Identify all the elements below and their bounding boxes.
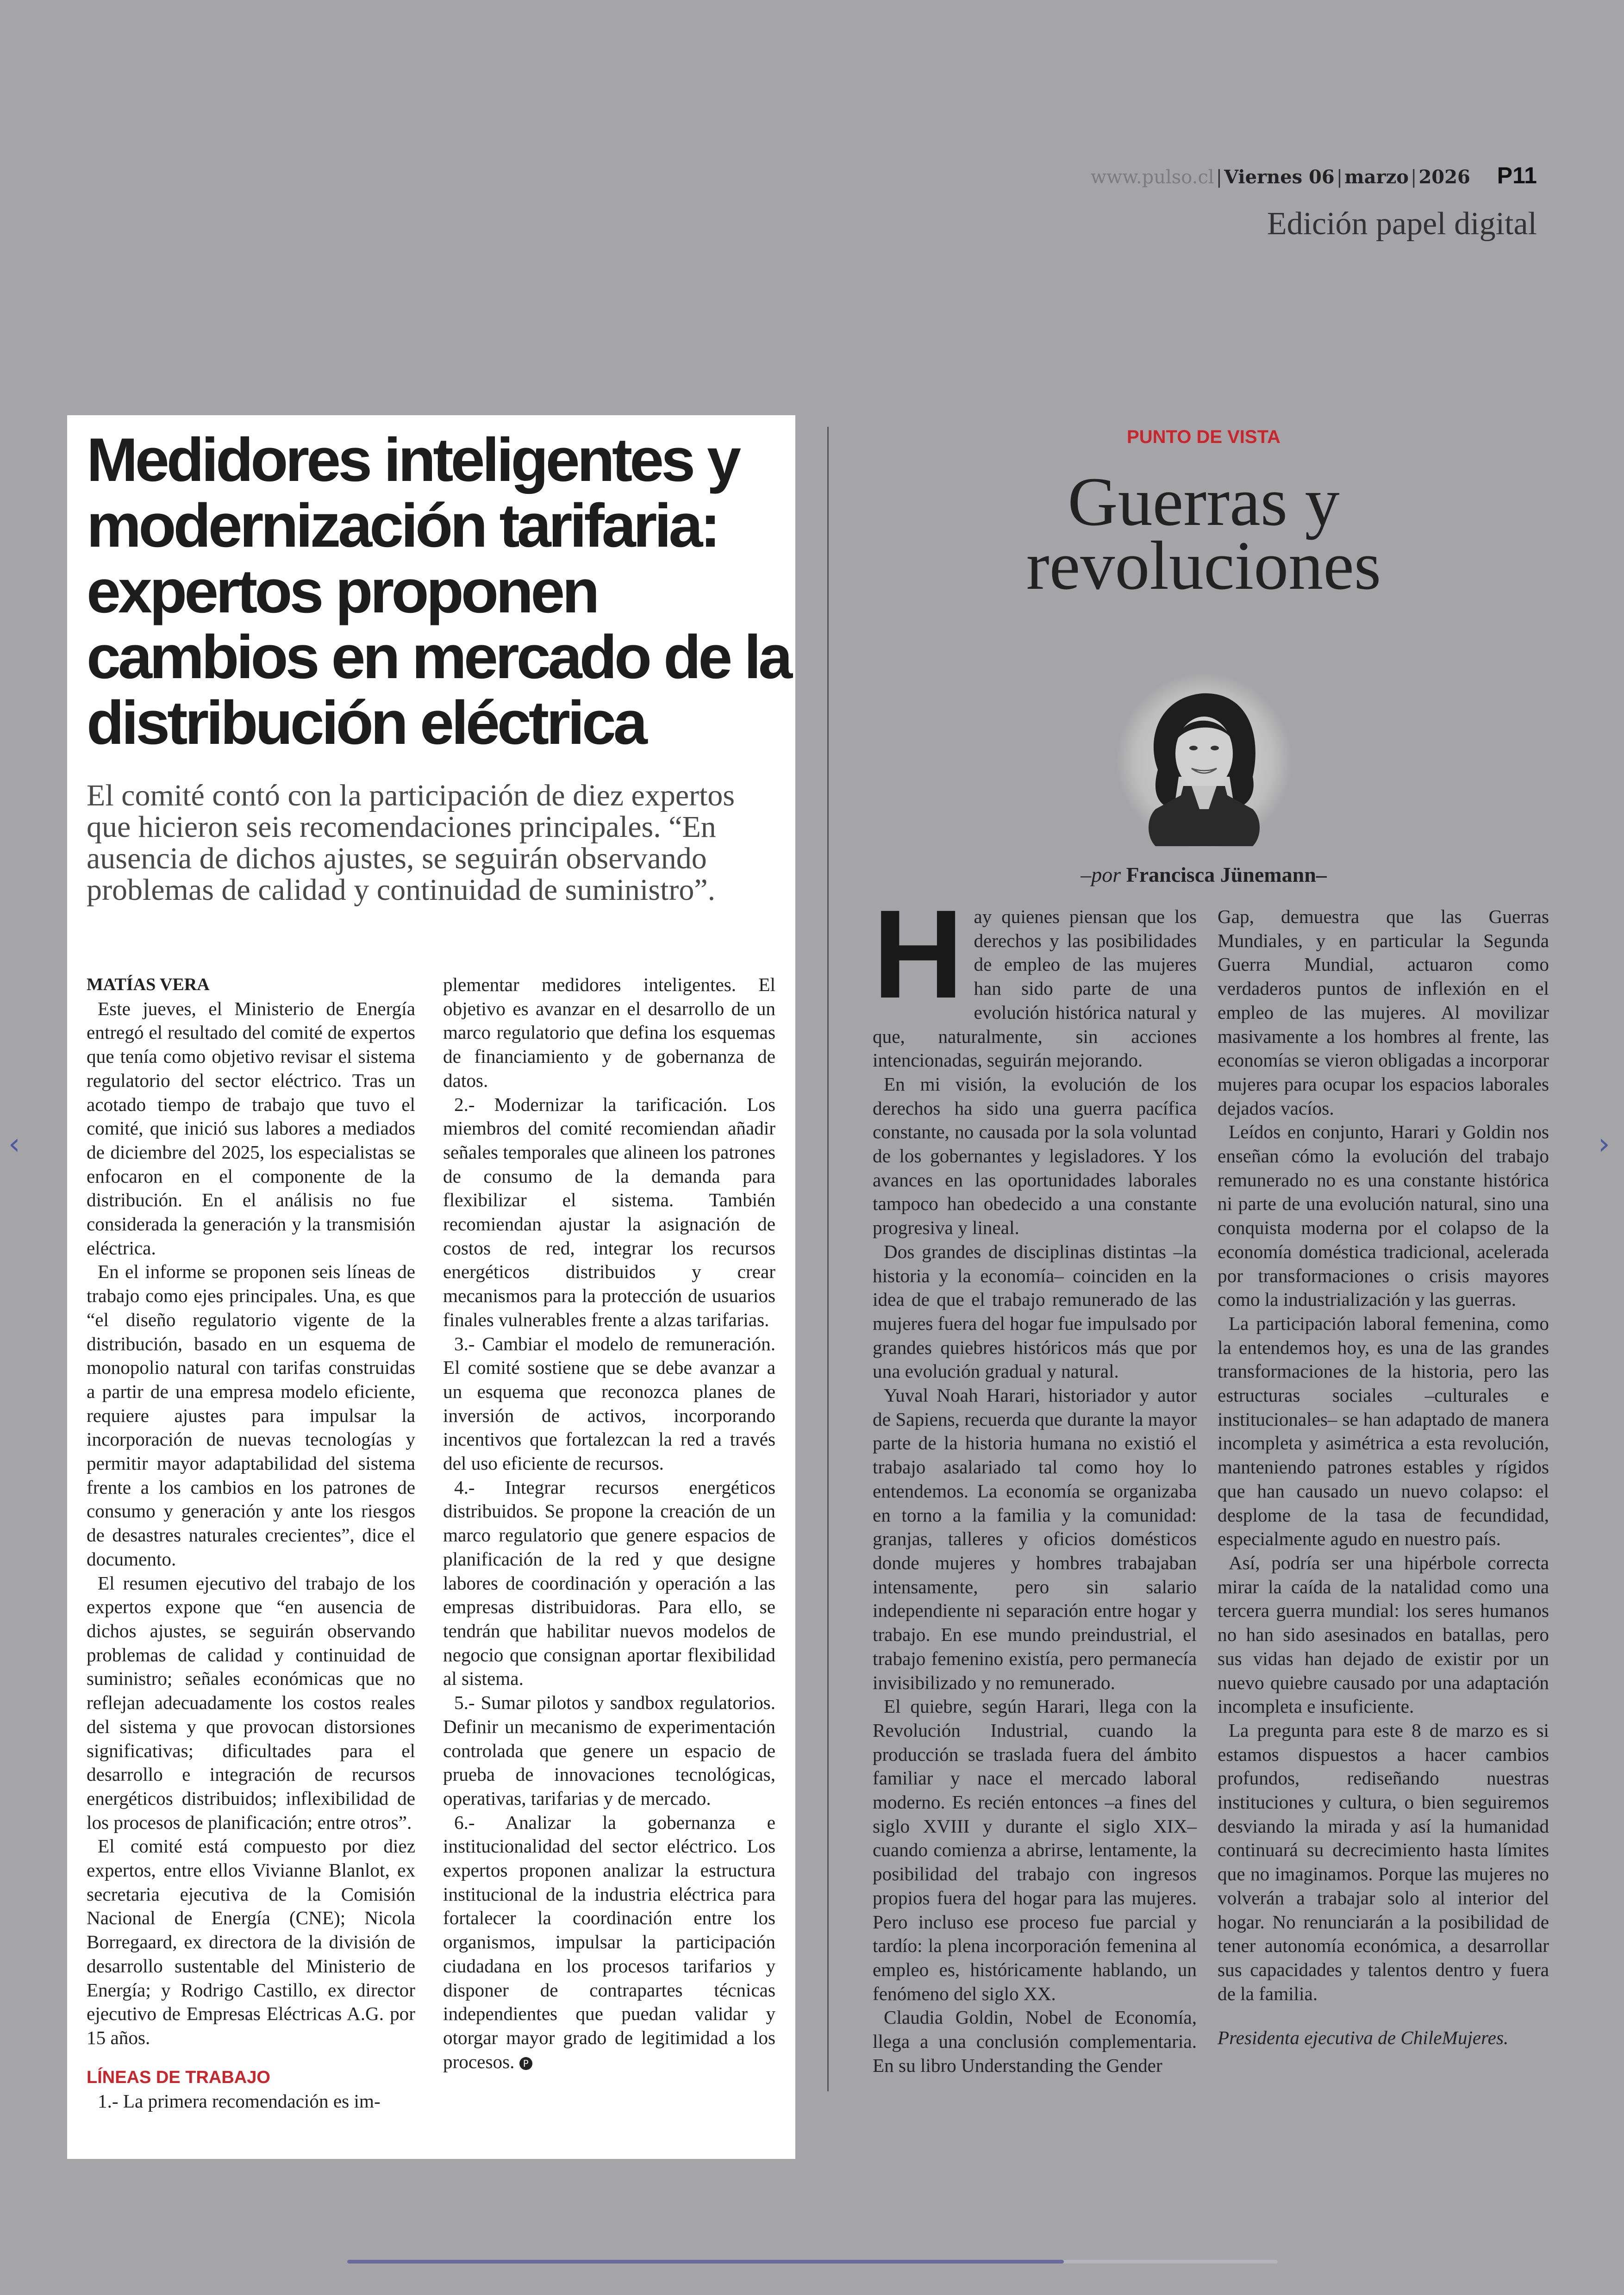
article-paragraph: 5.- Sumar pilotos y sandbox regulatorios. Definir un mecanismo de experimentación controlada que genere un espacio de prueba de innovaciones tecnológicas, operativas, tarifarias y de mercado. bbox=[443, 1692, 775, 1809]
article-paragraph: Este jueves, el Ministerio de Energía entregó el resultado del comité de expertos que tenía como objetivo revisar el sistema regulatorio del sector eléctrico. Tras un acotado tiempo de trabajo que tuvo el comité, que inició sus labores a mediados de diciembre del 2025, los especialistas se enfocaron en el componente de la distribución. En el análisis no fue considerada la generación y la transmisión eléctrica. bbox=[87, 998, 415, 1259]
masthead: www.pulso.cl | Viernes 06 | marzo | 2026 P11 bbox=[1090, 162, 1537, 188]
article-panel bbox=[67, 415, 795, 2159]
opinion-column-1 bbox=[873, 884, 1197, 2077]
article-last-paragraph: 6.- Analizar la gobernanza e institucionalidad del sector eléctrico. Los expertos proponen analizar la estructura institucional de la industria eléctrica para fortalecer la coordinación entre los organismos, impulsar la participación ciudadana en los procesos tarifarios y disponer de contrapartes técnicas independientes que puedan validar y otorgar mayor grado de legitimidad a los procesos. bbox=[443, 1811, 775, 2072]
chevron-right-icon[interactable]: › bbox=[1598, 1127, 1610, 1161]
article-standfirst: El comité contó con la participación de diez expertos que hicieron seis recomendaciones principales. “En ausencia de dichos ajustes, se seguirán observando problemas de calidad y continuidad de suministro”. bbox=[87, 779, 735, 907]
opinion-title bbox=[843, 463, 1565, 604]
author-prefix: –por bbox=[1081, 863, 1121, 886]
issue-month: marzo bbox=[1344, 166, 1409, 188]
article-paragraph: En el informe se proponen seis líneas de trabajo como ejes principales. Una, es que “el diseño regulatorio vigente de la distribución, basado en un esquema de monopolio natural con tarifas construidas a partir de una empresa modelo eficiente, requiere ajustes para impulsar la incorporación de nuevas tecnologías y permitir mayor adaptabilidad del sistema frente a los cambios en los patrones de consumo y generación y ante los riesgos de desastres naturales crecientes”, dice el documento. bbox=[87, 1261, 415, 1570]
article-paragraph bbox=[443, 1811, 775, 2074]
issue-weekday: Viernes 06 bbox=[1224, 166, 1335, 188]
opinion-lead-text: ay quienes piensan que los derechos y las posibilidades de empleo de las mujeres han sido parte de una evolución histórica natural y que, naturalmente, sin acciones intencionadas, seguirán mejorando. bbox=[873, 906, 1197, 1071]
article-paragraph: 3.- Cambiar el modelo de remuneración. El comité sostiene que se debe avanzar a un esquema que reconozca planes de inversión de activos, incorporando incentivos que fortalezcan la red a través del uso eficiente de recursos. bbox=[443, 1333, 775, 1474]
article-column-2 bbox=[443, 973, 775, 2074]
column-divider bbox=[827, 427, 829, 2091]
issue-year: 2026 bbox=[1418, 166, 1470, 188]
page-progress-fill bbox=[347, 2260, 1064, 2264]
end-mark-icon: P bbox=[519, 2057, 532, 2070]
opinion-first-paragraph bbox=[873, 884, 1197, 1073]
section-subhead: LÍNEAS DE TRABAJO bbox=[87, 2067, 270, 2087]
site-url[interactable]: www.pulso.cl bbox=[1090, 167, 1214, 188]
opinion-paragraph: Dos grandes de disciplinas distintas –la historia y la economía– coinciden en la idea de que el trabajo remunerado de las mujeres fuera del hogar fue impulsado por grandes quiebres históricos más que por una evolución gradual y natural. bbox=[873, 1241, 1197, 1382]
opinion-paragraph: Gap, demuestra que las Guerras Mundiales, y en particular la Segunda Guerra Mundial, actuaron como verdaderos puntos de inflexión en el empleo de las mujeres. Al movilizar masivamente a los hombres al frente, las economías se vieron obligadas a incorporar mujeres para ocupar los espacios laborales dejados vacíos. bbox=[1218, 906, 1549, 1119]
article-headline: Medidores inteligentes y modernización tarifaria: expertos proponen cambios en mercado de la distribución eléctrica bbox=[87, 426, 790, 757]
author-signature: Presidenta ejecutiva de ChileMujeres. bbox=[1218, 2027, 1509, 2049]
article-paragraph: El resumen ejecutivo del trabajo de los expertos expone que “en ausencia de dichos ajustes, se seguirán observando problemas de calidad y continuidad de suministro; señales económicas que no reflejan adecuadamente los costos reales del sistema y que provocan distorsiones significativas; dificultades para el desarrollo e integración de recursos energéticos distribuidos; inflexibilidad de los procesos de planificación; entre otros”. bbox=[87, 1572, 415, 1833]
opinion-paragraph: La pregunta para este 8 de marzo es si estamos dispuestos a hacer cambios profundos, rediseñando nuestras instituciones y cultura, o bien seguiremos desviando la mirada y así la humanidad continuará su decrecimiento hasta límites que no imaginamos. Porque las mujeres no volverán a trabajar solo al interior del hogar. No renunciarán a la posibilidad de tener autonomía económica, a desarrollar sus capacidades y talentos dentro y fuera de la familia. bbox=[1218, 1719, 1549, 2004]
article-paragraph: 2.- Modernizar la tarificación. Los miembros del comité recomiendan añadir señales temporales que alineen los patrones de consumo de la demanda para flexibilizar el sistema. También recomiendan ajustar la asignación de costos de red, integrar los recursos energéticos distribuidos y crear mecanismos para la protección de usuarios finales vulnerables frente a alzas tarifarias. bbox=[443, 1093, 775, 1330]
article-paragraph: 4.- Integrar recursos energéticos distribuidos. Se propone la creación de un marco regulatorio que genere espacios de planificación de la red y que designe labores de coordinación y operación a las empresas distribuidoras. Para ello, se tendrán que habilitar nuevos modelos de negocio que consignan aportar flexibilidad al sistema. bbox=[443, 1476, 775, 1690]
opinion-paragraph: En mi visión, la evolución de los derechos ha sido una guerra pacífica constante, no causada por la sola voluntad de los gobernantes y legisladores. Y los avances en las oportunidades laborales tampoco han obedecido a una constante progresiva y lineal. bbox=[873, 1073, 1197, 1239]
article-paragraph: 1.- La primera recomendación es im- bbox=[98, 2090, 381, 2112]
opinion-paragraph: Así, podría ser una hipérbole correcta mirar la caída de la natalidad como una tercera guerra mundial: los seres humanos no han sido asesinados en batallas, pero sus vidas han dejado de existir por un nuevo quiebre causado por una adaptación incompleta e insuficiente. bbox=[1218, 1552, 1549, 1717]
page-number: P11 bbox=[1497, 162, 1537, 188]
opinion-title-line-2: revoluciones bbox=[1026, 527, 1381, 604]
opinion-paragraph: La participación laboral femenina, como la entendemos hoy, es una de las grandes transformaciones de la historia, pero las estructuras sociales –culturales e institucionales– se han adaptado de manera incompleta y asimétrica a esta revolución, manteniendo patrones estables y rígidos que han causado un nuevo colapso: el desplome de la tasa de fecundidad, especialmente agudo en nuestro país. bbox=[1218, 1312, 1549, 1550]
opinion-paragraph: Leídos en conjunto, Harari y Goldin nos enseñan cómo la evolución del trabajo remunerado no es una constante histórica ni parte de una evolución natural, sino una conquista moderna por el colapso de la economía doméstica tradicional, acelerada por transformaciones o crisis mayores como la industrialización y las guerras. bbox=[1218, 1121, 1549, 1310]
article-paragraph: plementar medidores inteligentes. El objetivo es avanzar en el desarrollo de un marco regulatorio que defina los esquemas de financiamiento y de gobernanza de datos. bbox=[443, 974, 775, 1091]
opinion-paragraph: El quiebre, según Harari, llega con la Revolución Industrial, cuando la producción se traslada fuera del ámbito familiar y nace el mercado laboral moderno. Es recién entonces –a fines del siglo XVIII y durante el siglo XIX– cuando comienza a abrirse, lentamente, la posibilidad del trabajo con ingresos propios fuera del hogar para las mujeres. Pero incluso ese proceso fue parcial y tardío: la plena incorporación femenina al empleo es, históricamente hablando, un fenómeno del siglo XX. bbox=[873, 1696, 1197, 2004]
opinion-paragraph: Yuval Noah Harari, historiador y autor de Sapiens, recuerda que durante la mayor parte de la historia humana no existió el trabajo asalariado tal como hoy lo entendemos. La economía se organizaba en torno a la familia y la comunidad: granjas, talleres y oficios domésticos donde mujeres y hombres trabajaban intensamente, pero sin salario independiente ni separación entre hogar y trabajo. En ese mundo preindustrial, el trabajo femenino existía, pero permanecía invisibilizado y no remunerado. bbox=[873, 1384, 1197, 1693]
article-paragraph: El comité está compuesto por diez expertos, entre ellos Vivianne Blanlot, ex secretaria ejecutiva de la Comisión Nacional de Energía (CNE); Nicola Borregaard, ex directora de la división de desarrollo sustentable del Ministerio de Energía; y Rodrigo Castillo, ex director ejecutivo de Empresas Eléctricas A.G. por 15 años. bbox=[87, 1835, 415, 2048]
drop-cap: H bbox=[873, 884, 964, 1024]
chevron-left-icon[interactable]: ‹ bbox=[8, 1127, 20, 1161]
opinion-title-line-1: Guerras y bbox=[1068, 463, 1340, 540]
article-byline: MATÍAS VERA bbox=[87, 975, 210, 994]
section-kicker: PUNTO DE VISTA bbox=[1127, 427, 1280, 447]
page-progress-bar[interactable] bbox=[347, 2260, 1278, 2264]
article-column-1 bbox=[87, 973, 415, 2114]
edition-label: Edición papel digital bbox=[1267, 206, 1537, 242]
opinion-paragraph: Claudia Goldin, Nobel de Economía, llega a una conclusión complementaria. En su libro Understanding the Gender bbox=[873, 2007, 1197, 2076]
author-name: Francisca Jünemann– bbox=[1126, 863, 1327, 886]
opinion-column-2 bbox=[1218, 905, 1549, 2050]
author-portrait bbox=[1114, 670, 1294, 851]
